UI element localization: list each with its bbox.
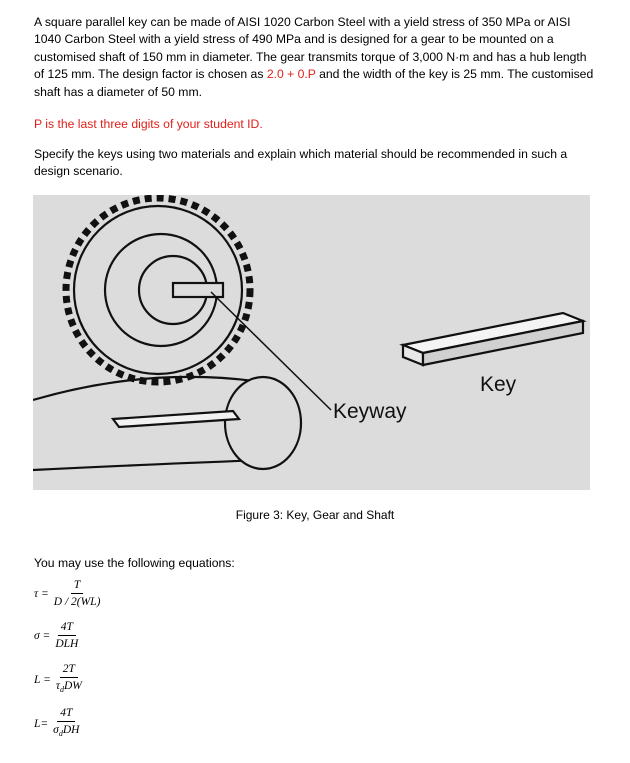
equation-numerator: 4T: [58, 620, 76, 636]
equation-lhs: L =: [34, 673, 51, 686]
student-id-note: P is the last three digits of your student ID.: [34, 117, 263, 131]
problem-text-part2: and the width of the key is 25 mm. The customised shaft has a diameter of 50 mm.: [34, 67, 594, 99]
equation-fraction: [53, 662, 85, 697]
design-factor: 2.0 + 0.P: [266, 67, 316, 82]
equation-denominator: D / 2(WL): [53, 596, 101, 608]
denominator-subscript: d: [58, 729, 63, 738]
problem-text-part1: A square parallel key can be made of AISI 1020 Carbon Steel with a yield stress of 350 MPa or AISI 1040 Carbon Steel with a yield stress of 490 MPa and is designed for a gear to be mounted on a customised shaft of 150 mm in diameter. The gear transmits torque of 3,000 N·m and has a hub length of 125 mm. The design factor is chosen as: [34, 15, 587, 82]
equation-fraction: [50, 706, 82, 741]
problem-statement: [34, 14, 594, 101]
denominator-symbol: σ: [53, 724, 59, 736]
key-label: Key: [480, 373, 517, 396]
keyway-label: Keyway: [333, 400, 407, 423]
equation-fraction: [51, 578, 104, 609]
gear-key-shaft-illustration: [33, 195, 590, 490]
equation-lhs: σ =: [34, 629, 51, 642]
figure-caption: Figure 3: Key, Gear and Shaft: [235, 508, 395, 522]
key-gear-shaft-figure: [33, 195, 590, 490]
equation-fraction: [52, 620, 81, 651]
equation-denominator: [50, 722, 82, 741]
gear-keyway: [173, 283, 223, 297]
equations-intro: You may use the following equations:: [34, 556, 235, 570]
denominator-symbol: τ: [55, 680, 60, 692]
equation-length-shear: [34, 662, 85, 697]
denominator-terms: DW: [63, 680, 82, 692]
equation-lhs: τ =: [34, 587, 49, 600]
equation-denominator: DLH: [55, 638, 79, 650]
equation-shear-stress: [34, 578, 103, 609]
shaft-lower-edge: [33, 460, 263, 470]
equation-numerator: 2T: [60, 662, 78, 678]
equation-compressive-stress: [34, 620, 81, 651]
shaft-end: [225, 377, 301, 469]
equation-length-compression: [34, 706, 82, 741]
equation-lhs: L=: [34, 717, 49, 730]
denominator-subscript: d: [59, 685, 64, 694]
equation-numerator: T: [71, 578, 83, 594]
equation-denominator: [53, 678, 85, 697]
task-statement: Specify the keys using two materials and explain which material should be recommended in such a design scenario.: [34, 147, 568, 179]
denominator-terms: DH: [62, 724, 80, 736]
equation-numerator: 4T: [57, 706, 75, 722]
shaft-keyway-slot: [113, 411, 239, 427]
